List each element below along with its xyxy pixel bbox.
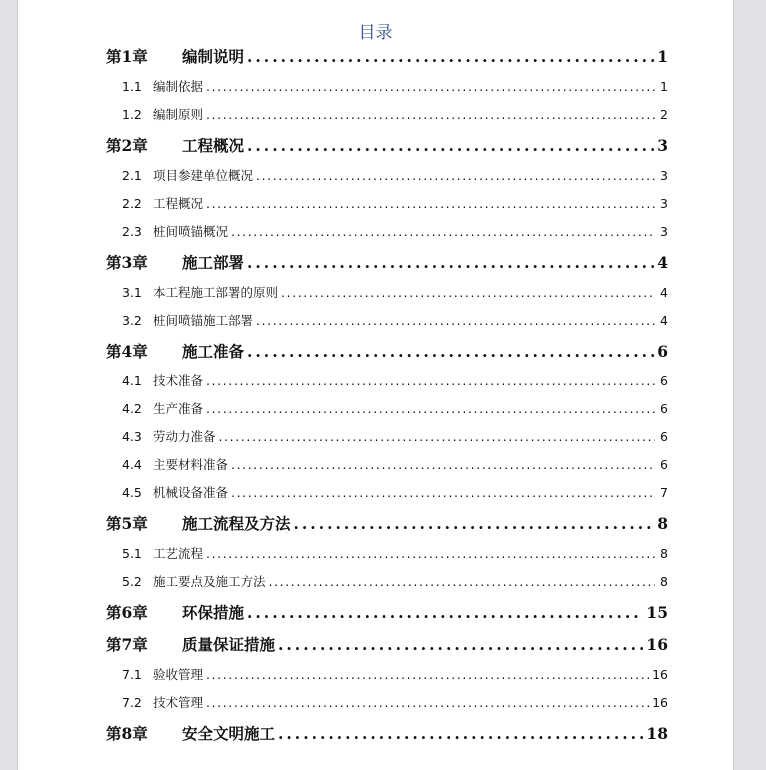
toc-leader-dots [206,373,655,388]
toc-page-number: 1 [657,47,668,66]
toc-page-number: 16 [652,667,668,682]
toc-chapter-row[interactable] [106,45,668,67]
toc-page-number: 6 [657,342,668,361]
toc-page-number: 3 [660,224,668,239]
toc-leader-dots [206,546,655,561]
toc-page-number: 4 [660,313,668,328]
toc-page-number: 3 [660,168,668,183]
toc-chapter-row[interactable] [106,134,668,156]
toc-page-number: 6 [660,373,668,388]
toc-page-number: 3 [657,136,668,155]
toc-section-row[interactable] [122,427,668,445]
toc-leader-dots [231,224,655,239]
toc-leader-dots [231,457,655,472]
toc-section-row[interactable] [122,371,668,389]
toc-page-number: 6 [660,429,668,444]
toc-entry-label: 生产准备 [153,401,204,416]
toc-leader-dots [278,635,643,654]
toc-entry-label: 技术管理 [153,695,204,710]
toc-section-row[interactable] [122,455,668,473]
toc-entry-label: 安全文明施工 [182,724,276,743]
toc-entry-number: 第3章 [106,253,148,272]
toc-leader-dots [269,574,655,589]
toc-entry-label: 验收管理 [153,667,204,682]
toc-page-number: 2 [660,107,668,122]
toc-entry-label: 施工流程及方法 [182,514,291,533]
toc-section-row[interactable] [122,77,668,95]
toc-entry-number: 第5章 [106,514,148,533]
toc-leader-dots [206,107,655,122]
toc-leader-dots [206,695,649,710]
toc-entry-label: 编制依据 [153,79,204,94]
toc-entry-number: 2.3 [122,224,142,239]
toc-page-number: 6 [660,401,668,416]
toc-entry-number: 1.2 [122,107,142,122]
toc-title: 目录 [358,23,393,43]
toc-entry-label: 主要材料准备 [153,457,229,472]
toc-entry-label: 机械设备准备 [153,485,229,500]
toc-entry-number: 3.2 [122,313,142,328]
toc-entry-number: 第1章 [106,47,148,66]
toc-section-row[interactable] [122,194,668,212]
toc-section-row[interactable] [122,665,668,683]
toc-page-number: 8 [660,574,668,589]
toc-section-row[interactable] [122,572,668,590]
document-page [18,0,733,770]
toc-leader-dots [256,168,655,183]
toc-leader-dots [247,603,643,622]
toc-entry-number: 2.2 [122,196,142,211]
toc-entry-label: 技术准备 [153,373,204,388]
toc-chapter-row[interactable] [106,633,668,655]
toc-entry-number: 第8章 [106,724,148,743]
toc-page-number: 4 [660,285,668,300]
toc-chapter-row[interactable] [106,512,668,534]
toc-entry-number: 5.2 [122,574,142,589]
toc-section-row[interactable] [122,311,668,329]
toc-page-number: 18 [646,724,668,743]
toc-leader-dots [247,342,654,361]
toc-leader-dots [294,514,655,533]
toc-page-number: 8 [660,546,668,561]
toc-chapter-row[interactable] [106,601,668,623]
toc-leader-dots [231,485,655,500]
toc-entry-label: 桩间喷锚施工部署 [153,313,254,328]
toc-page-number: 6 [660,457,668,472]
toc-section-row[interactable] [122,483,668,501]
toc-entry-label: 劳动力准备 [153,429,216,444]
toc-section-row[interactable] [122,544,668,562]
toc-entry-number: 5.1 [122,546,142,561]
toc-entry-label: 本工程施工部署的原则 [153,285,279,300]
toc-page-number: 15 [646,603,668,622]
toc-entry-label: 施工要点及施工方法 [153,574,266,589]
toc-entry-label: 编制说明 [182,47,245,66]
toc-page-number: 8 [657,514,668,533]
toc-leader-dots [206,196,655,211]
toc-section-row[interactable] [122,693,668,711]
toc-entry-label: 环保措施 [182,603,245,622]
toc-entry-number: 7.1 [122,667,142,682]
toc-entry-number: 4.2 [122,401,142,416]
toc-entry-number: 4.3 [122,429,142,444]
toc-entry-label: 质量保证措施 [182,635,276,654]
toc-entry-number: 3.1 [122,285,142,300]
toc-chapter-row[interactable] [106,340,668,362]
toc-page-number: 1 [660,79,668,94]
toc-entry-number: 第4章 [106,342,148,361]
toc-entry-label: 工艺流程 [153,546,204,561]
toc-entry-number: 7.2 [122,695,142,710]
toc-entry-label: 施工部署 [182,253,245,272]
toc-leader-dots [206,401,655,416]
toc-chapter-row[interactable] [106,722,668,744]
toc-entry-number: 第2章 [106,136,148,155]
toc-leader-dots [247,47,654,66]
toc-section-row[interactable] [122,222,668,240]
toc-leader-dots [281,285,655,300]
toc-page-number: 16 [646,635,668,654]
toc-leader-dots [247,253,654,272]
toc-entry-number: 第7章 [106,635,148,654]
toc-section-row[interactable] [122,399,668,417]
toc-leader-dots [219,429,655,444]
toc-entry-number: 第6章 [106,603,148,622]
toc-entry-label: 施工准备 [182,342,245,361]
toc-entry-number: 2.1 [122,168,142,183]
toc-leader-dots [247,136,654,155]
toc-section-row[interactable] [122,105,668,123]
toc-page-number: 16 [652,695,668,710]
toc-leader-dots [256,313,655,328]
toc-page-number: 3 [660,196,668,211]
toc-entry-label: 编制原则 [153,107,204,122]
toc-entry-label: 桩间喷锚概况 [153,224,229,239]
toc-entry-label: 工程概况 [182,136,245,155]
toc-section-row[interactable] [122,166,668,184]
toc-entry-label: 项目参建单位概况 [153,168,254,183]
toc-leader-dots [206,79,655,94]
toc-entry-number: 4.5 [122,485,142,500]
toc-chapter-row[interactable] [106,251,668,273]
toc-leader-dots [206,667,649,682]
toc-entry-number: 4.1 [122,373,142,388]
toc-entry-number: 1.1 [122,79,142,94]
toc-page-number: 7 [660,485,668,500]
toc-entry-number: 4.4 [122,457,142,472]
toc-page-number: 4 [657,253,668,272]
toc-leader-dots [278,724,643,743]
toc-section-row[interactable] [122,283,668,301]
toc-entry-label: 工程概况 [153,196,204,211]
